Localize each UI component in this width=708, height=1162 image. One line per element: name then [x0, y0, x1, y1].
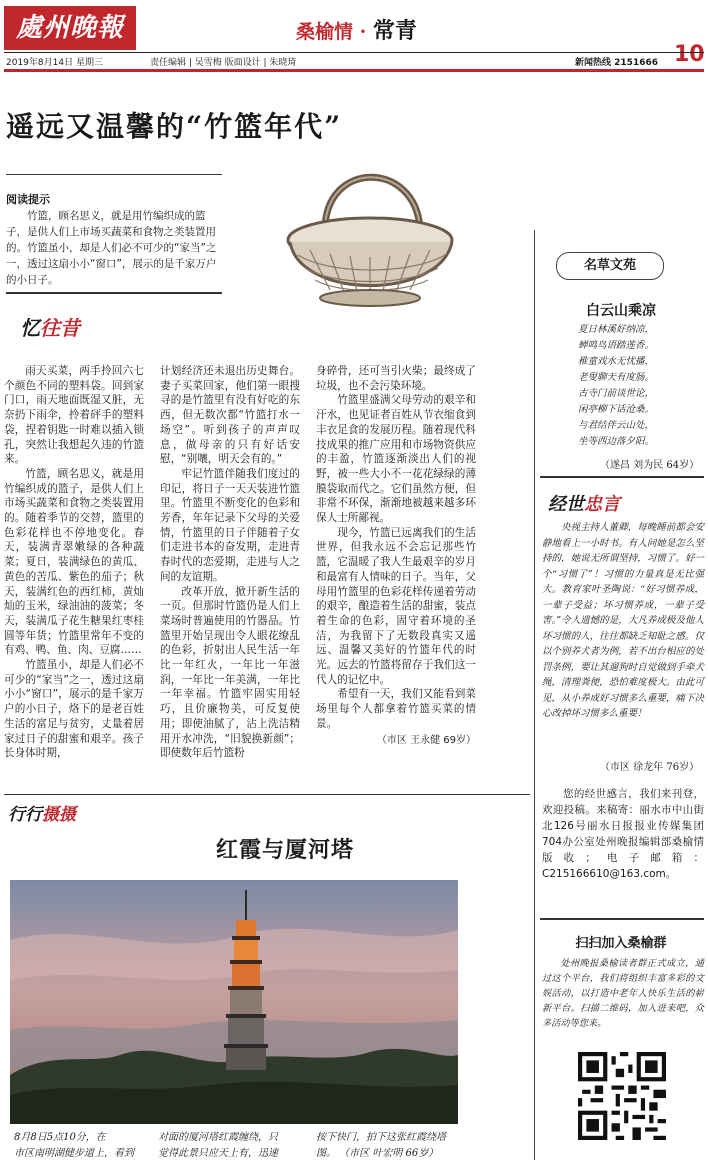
poem-line: 夏日林溪好纳凉，	[578, 324, 655, 335]
hotline	[575, 55, 658, 68]
photo-caption-1	[14, 1130, 134, 1162]
paragraph: 身碎骨，还可当引火柴；最终成了垃圾，也不会污染环境。	[316, 365, 476, 392]
paragraph: 竹篮里盛满父母劳动的艰辛和汗水，也见证者百姓从节衣缩食到丰衣足食的发展历程。随着现代科技成果的推广应用和市场物资供应的丰盈，竹篮逐渐淡出人们的视野，被一些大小不一花花绿绿的薄膜袋取而代之。它们虽然方便，但非常不环保，渐渐地被越来越多环保人士所鄙视。	[316, 394, 476, 525]
paragraph: 竹篮，顾名思义，就是用竹编织成的篮子，是供人们上市场买蔬菜和食物之类装置用的。随着季节的交替，篮里的色彩花样也不停地变化。春天，装满青翠嫩绿的各种蔬菜；夏日，装满绿色的黄瓜、黄色的苦瓜、紫色的茄子；秋天，装满红色的西红柿，黄灿灿的玉米，绿油油的菠菜；冬天，装满瓜子花生糖果红枣桂圆等年货；竹篮里常年不变的有鸡、鸭、鱼、肉、豆腐……	[4, 467, 144, 657]
masthead-logo: 處州晚報	[4, 6, 136, 50]
basket-illustration	[270, 150, 470, 320]
qr-code-icon[interactable]	[578, 1052, 666, 1140]
photo-caption-2	[158, 1130, 278, 1162]
poem-line: 闲亭柳下话沧桑。	[578, 404, 655, 415]
caption-line: 8月8日5点10分，在	[14, 1132, 106, 1143]
column-label-word: 摄摄	[42, 805, 76, 825]
column-label-photos	[8, 800, 76, 825]
photo-caption-3	[316, 1130, 446, 1162]
editor-credits: 责任编辑 | 吴雪梅 版面设计 | 朱晓琦	[150, 58, 297, 68]
pagoda-sunset-photo	[10, 880, 458, 1124]
column-label-memories	[20, 312, 80, 341]
poem-title: 白云山乘凉	[586, 303, 656, 319]
paragraph: 现今，竹篮已远离我们的生活世界，但我永远不会忘记那些竹篮，它温暖了我人生最艰辛的岁月和最富有人情味的日子。当年，父母用竹篮里的色彩花样传递着劳动的艰辛，酿造着生活的甜蜜，装点着生命的色彩，固守着环境的圣洁，为我留下了无数段真实又遥远、温馨又美好的竹篮年代的时光。远去的竹篮将留存于我们这一代人的记忆中。	[316, 526, 476, 686]
hotline-label: 新闻热线	[575, 58, 612, 68]
poem-line: 稚童戏水无忧播，	[578, 356, 655, 367]
submission-text: 您的经世感言，我们来刊登，欢迎投稿。来稿寄：丽水市中山街北126号丽水日报报业传媒集团704办公室处州晚报编辑部桑榆情版收；电子邮箱：C215166610@163.com。	[542, 788, 704, 880]
paragraph: 希望有一天，我们又能看到菜场里每个人都拿着竹篮买菜的情景。	[316, 688, 476, 730]
paragraph: 竹篮虽小，却是人们必不可少的“家当”之一，透过这扇小小“窗口”，展示的是千家万户的小日子，烙下的是老百姓生活的富足与贫穷，丈量着居家过日子的甜蜜和艰辛。孩子长身体时期，	[4, 659, 144, 760]
section-title: 桑榆情 · 常青	[296, 18, 417, 44]
essay-byline: （市区 徐龙年 76岁）	[600, 762, 700, 773]
column-label-word: 往昔	[40, 316, 80, 340]
paragraph: 牢记竹篮伴随我们度过的印记，将日子一天天装进竹篮里。竹篮里不断变化的色彩和芳香，年年记录下父母的关爱情，竹篮里的日子伴随着子女们走进书本的奋发期，走进青春时代的恋爱期，走进与人之间的友谊期。	[160, 467, 300, 583]
caption-line: 对面的厦河塔红霞缠绕，只	[158, 1132, 278, 1143]
sidebar-tag: 名草文苑	[556, 252, 664, 280]
sidebar-rule	[540, 476, 704, 478]
poem	[578, 322, 708, 450]
header-rule	[4, 52, 704, 53]
caption-line: 市区南明湖健步道上，看到	[14, 1148, 134, 1159]
article-column-1	[4, 364, 144, 761]
column-label-advice	[548, 490, 620, 516]
guide-label: 阅读提示	[6, 193, 50, 206]
article-byline: （市区 王永健 69岁）	[376, 734, 476, 746]
photo-title: 红霞与厦河塔	[216, 837, 355, 863]
issue-date: 2019年8月14日 星期三	[6, 58, 103, 68]
bottom-rule	[4, 794, 530, 795]
poem-byline: （遂昌 刘为民 64岁）	[600, 460, 700, 471]
qr-text[interactable]: 处州晚报桑榆读者群正式成立，通过这个平台，我们将组织丰富多彩的文娱活动，以打造中老年人快乐生活的崭新平台。扫描二维码，加入进来吧，众多活动等您来。	[542, 958, 704, 1029]
column-divider	[534, 230, 535, 1160]
article-column-2	[160, 364, 300, 761]
guide-rule-top	[6, 174, 222, 175]
caption-line: 按下快门，拍下这张红霞绕塔	[316, 1132, 446, 1143]
column-label-word: 忠言	[584, 494, 620, 515]
poem-line: 与君结伴云山处，	[578, 420, 655, 431]
essay-text: 央视主持人董卿，每晚睡前都会安静地看上一小时书。有人问她是怎么坚持的，她说无所谓坚持，习惯了。好一个“习惯了”！习惯的力量真是无比强大。教育家叶圣陶说：“好习惯养成，一辈子受益；坏习惯养成，一辈子受害。”令人遗憾的是，大凡养成极及他人坏习惯的人，往往都缺乏知耻之感。仅以个别养犬者为例，若不出台相应的处罚条例，要让其遛狗时自觉做到手牵犬绳，清理粪便，恐怕难度极大。由此可见，从小养成好习惯多么重要，痛下决心改掉坏习惯多么重要！	[542, 522, 704, 719]
page-number: 10	[674, 42, 705, 67]
sidebar-rule	[540, 918, 704, 920]
header-rule-accent	[4, 69, 704, 72]
paragraph: 改革开放，掀开新生活的一页。但那时竹篮仍是人们上菜场时普遍使用的竹器品。竹篮里开始呈现出令人眼花缭乱的色彩，折射出人民生活一年比一年红火，一年比一年滋润，一年比一年美满，一年比一年幸福。竹篮牢固实用轻巧，且价廉物美，可反复使用；即使油腻了，沾上洗洁精用开水冲洗，“旧貌换新颜”；即使数年后竹篮粉	[160, 585, 300, 760]
poem-line: 蝉鸣鸟语踏莲香。	[578, 340, 655, 351]
poem-line: 古寺门前谈世论，	[578, 388, 655, 399]
column-label-char: 忆	[20, 316, 40, 340]
caption-line: 觉得此景只应天上有，迅速	[158, 1148, 278, 1159]
caption-line: 图。 （市区 叶宏明 66岁）	[316, 1148, 439, 1159]
qr-description	[542, 956, 704, 1031]
column-label-word: 行行	[8, 805, 42, 825]
column-label-word: 经世	[548, 494, 584, 515]
hotline-number: 2151666	[614, 58, 658, 68]
paragraph: 雨天买菜，两手拎回六七个颜色不同的塑料袋。回到家门口，雨天地面既湿又脏，无奈扔下雨伞，拎着砰手的塑料袋，捏着钥匙一时难以插入锁孔，突然让我想起久违的竹篮来。	[4, 365, 144, 466]
poem-line: 老叟聊天有度肠。	[578, 372, 655, 383]
guide-rule-bottom	[6, 292, 222, 294]
guide-text: 竹篮，顾名思义，就是用竹编织成的篮子，是供人们上市场买蔬菜和食物之类装置用的。竹篮虽小，却是人们必不可少的“家当”之一，透过这扇小小“窗口”，展示的是千家万户的小日子。	[6, 210, 217, 286]
section-name: 桑榆情	[296, 21, 354, 43]
section-subname: 常青	[372, 18, 417, 44]
qr-title: 扫扫加入桑榆群	[575, 936, 667, 951]
poem-line: 坐等西边落夕阳。	[578, 436, 655, 447]
submission-info	[542, 786, 704, 882]
paragraph: 计划经济还未退出历史舞台。妻子买菜回家，他们第一眼搜寻的是竹篮里有没有好吃的东西，但无数次都“竹篮打水一场空”。听到孩子的声声叹息，做母亲的只有好话安慰，“别嚷，明天会有的。”	[160, 365, 300, 466]
article-headline: 遥远又温馨的“竹篮年代”	[6, 110, 343, 143]
essay	[542, 520, 704, 722]
article-column-3	[316, 364, 476, 748]
